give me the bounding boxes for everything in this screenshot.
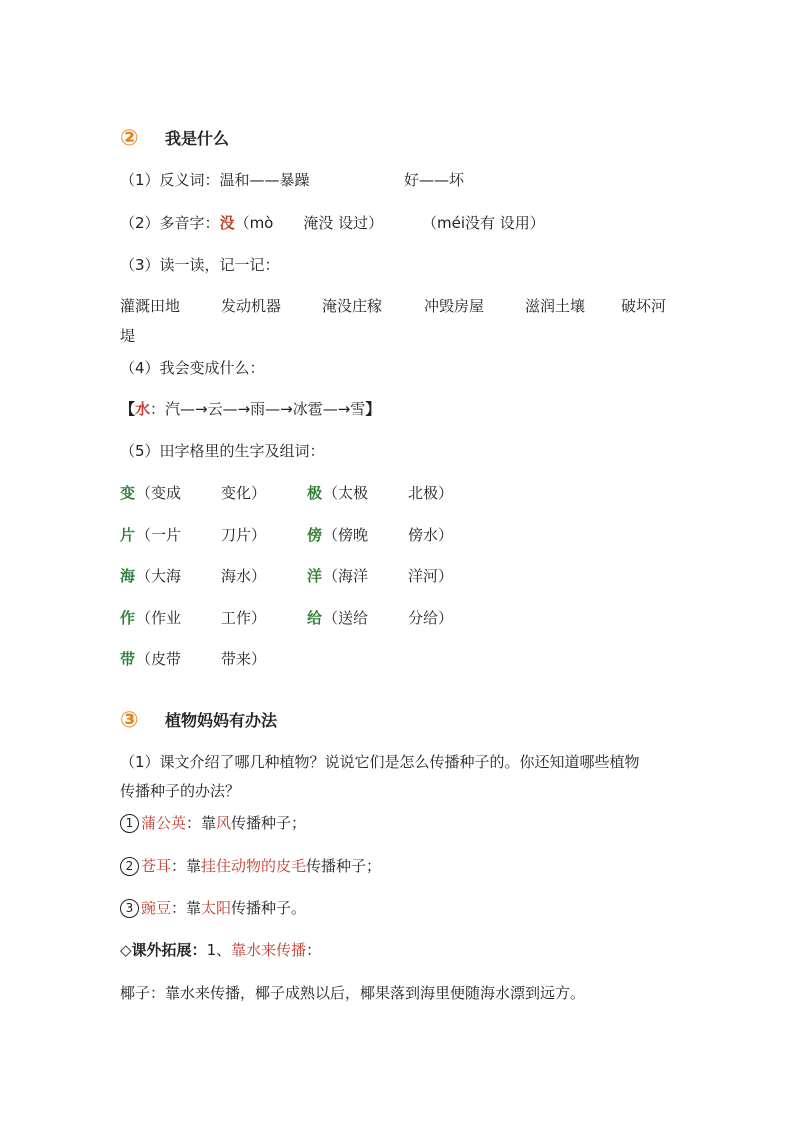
vocab-word: （作业 [136,609,182,627]
polyphone-prefix: （2）多音字： [120,214,220,232]
answer-text: 传播种子。 [231,899,307,917]
bracket-open: 【 [120,400,136,418]
vocab-char: 海 [120,567,136,585]
phrase-item: 破坏河 [621,297,667,315]
answer-text: 传播种子； [306,857,382,875]
vocab-word: 傍水） [408,526,454,544]
vocab-char: 片 [120,526,136,544]
vocab-word: 分给） [408,609,454,627]
phrase-item: 冲毁房屋 [424,297,485,315]
polyphone-line [120,213,383,233]
circled-number: 2 [120,857,139,876]
polyphone-reading-2: （méi没有 设用） [422,214,545,232]
phrase-item: 发动机器 [221,297,282,315]
vocab-char: 作 [120,609,136,627]
vocab-word: （大海 [136,567,182,585]
circled-number: 1 [120,814,139,833]
vocab-word: （海洋 [323,567,369,585]
answer-text: 传播种子； [231,814,307,832]
section-2-number: ② [120,126,139,151]
vocab-word: （一片 [136,526,182,544]
vocab-word: 带来） [221,650,267,668]
phrase-item: 淹没庄稼 [322,297,383,315]
plant-name: 蒲公英 [141,814,187,832]
antonym-pair-2: 好——坏 [404,171,465,189]
answer-item [120,856,381,876]
vocab-word: 变化） [221,484,267,502]
answer-text: ：靠 [171,899,202,917]
extension-label: 课外拓展： [131,941,207,959]
vocab-word: （皮带 [136,650,182,668]
extension-colon: ： [306,941,322,959]
extension-number: 1、 [206,941,232,959]
question-line-2: 传播种子的办法？ [120,782,241,800]
question-line-1: （1）课文介绍了哪几种植物？说说它们是怎么传播种子的。你还知道哪些植物 [120,753,640,771]
answer-highlight: 挂住动物的皮毛 [201,857,307,875]
vocab-label: （5）田字格里的生字及组词： [120,442,325,460]
vocab-word: 北极） [408,484,454,502]
answer-text: ：靠 [186,814,217,832]
vocab-word: 工作） [221,609,267,627]
answer-highlight: 太阳 [201,899,232,917]
transform-label: （4）我会变成什么： [120,359,265,377]
water-cycle-line [120,399,380,419]
section-2-title: 我是什么 [165,129,230,148]
phrase-item: 灌溉田地 [120,297,181,315]
vocab-char: 洋 [307,567,323,585]
diamond-icon: ◇ [120,941,132,959]
coconut-line: 椰子：靠水来传播，椰子成熟以后，椰果落到海里便随海水漂到远方。 [120,984,586,1002]
phrase-wrap: 堤 [120,327,136,345]
vocab-word: 刀片） [221,526,267,544]
vocab-word: 海水） [221,567,267,585]
bracket-close: 】 [365,400,381,418]
read-remember-label: （3）读一读，记一记： [120,256,280,274]
extension-line [120,940,321,960]
polyphone-char: 没 [219,214,235,232]
vocab-word: （变成 [136,484,182,502]
vocab-char: 变 [120,484,136,502]
section-3-title: 植物妈妈有办法 [165,711,278,730]
water-cycle-steps: ：汽—→云—→雨—→冰雹—→雪 [150,400,366,418]
answer-text: ：靠 [171,857,202,875]
vocab-char: 给 [307,609,323,627]
vocab-word: （送给 [323,609,369,627]
vocab-char: 傍 [307,526,323,544]
plant-name: 豌豆 [141,899,172,917]
answer-highlight: 风 [216,814,232,832]
vocab-word: 洋河） [408,567,454,585]
vocab-word: （傍晚 [323,526,369,544]
vocab-word: （太极 [323,484,369,502]
plant-name: 苍耳 [141,857,172,875]
polyphone-reading-1: （mò 淹没 设过） [234,214,384,232]
answer-item [120,813,306,833]
answer-item [120,898,306,918]
section-3-number: ③ [120,708,139,733]
circled-number: 3 [120,899,139,918]
vocab-char: 带 [120,650,136,668]
antonym-line: （1）反义词：温和——暴躁 [120,171,310,189]
extension-topic: 靠水来传播 [231,941,307,959]
water-char: 水 [135,400,151,418]
phrase-item: 滋润土壤 [525,297,586,315]
vocab-char: 极 [307,484,323,502]
